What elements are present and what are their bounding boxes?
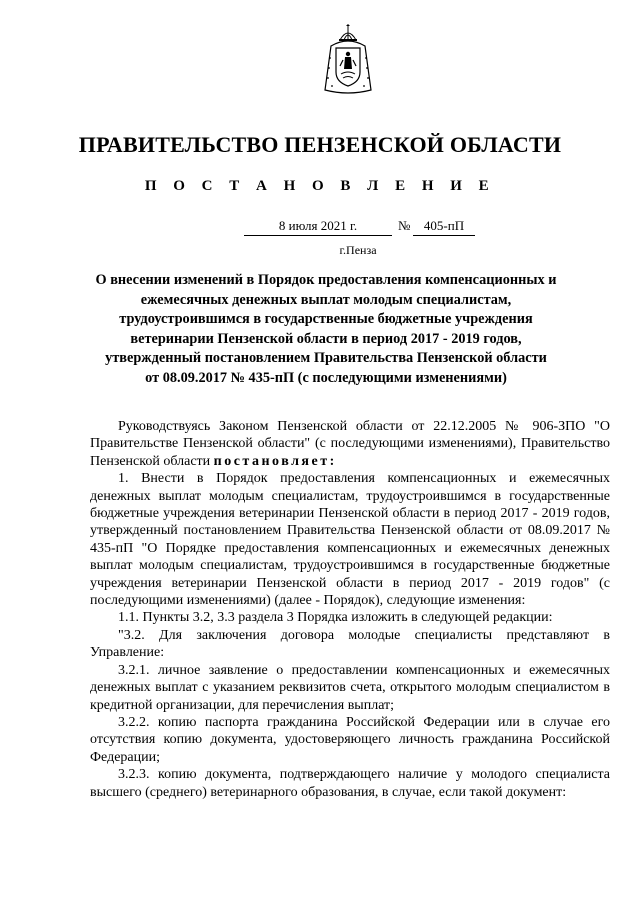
coat-of-arms-icon: [321, 24, 375, 96]
paragraph-item-1-1: 1.1. Пункты 3.2, 3.3 раздела 3 Порядка изложить в следующей редакции:: [118, 610, 553, 626]
date-number-row: [0, 218, 640, 238]
heading-line: трудоустроившимся в государственные бюджетные учреждения: [119, 311, 533, 327]
paragraph-item-3-2-3: 3.2.3. копию документа, подтверждающего наличие у молодого специалиста высшего (среднего) ветеринарного образования, в случае, если такой документ:: [90, 767, 610, 800]
heading-line: О внесении изменений в Порядок предоставления компенсационных и: [95, 272, 557, 288]
heading-line: утвержденный постановлением Правительства Пензенской области: [105, 350, 547, 366]
document-date: 8 июля 2021 г.: [244, 218, 392, 236]
decree-keyword: постановляет:: [213, 453, 337, 469]
document-heading: [88, 271, 564, 388]
heading-line: ежемесячных денежных выплат молодым специалистам,: [140, 291, 512, 308]
paragraph-item-1: 1. Внести в Порядок предоставления компенсационных и ежемесячных денежных выплат молодым специалистам, трудоустроившимся в государственные бюджетные учреждения ветеринарии Пензенской области в период 2017 - 2019 годов, утвержденный постановлением Правительства Пензенской области от 08.09.2017 № 435-пП "О Порядке предоставления компенсационных и ежемесячных денежных выплат молодым специалистам, трудоустроившимся в государственные бюджетные учреждения ветеринарии Пензенской области в период 2017 - 2019 годов" (с последующими изменениями) (далее - Порядок), следующие изменения:: [90, 471, 610, 609]
heading-line: от 08.09.2017 № 435-пП (с последующими изменениями): [145, 369, 507, 386]
preamble-text: Руководствуясь Законом Пензенской области от 22.12.2005 № 906-ЗПО "О Правительстве Пензенской области" (с последующими изменениями), Правительство Пензенской области: [90, 419, 610, 469]
paragraph-preamble: [90, 418, 610, 470]
document-number: 405-пП: [413, 218, 475, 236]
document-body: [90, 418, 610, 801]
paragraph-item-3-2: "3.2. Для заключения договора молодые специалисты представляют в Управление:: [90, 627, 610, 661]
city: г.Пенза: [339, 243, 377, 257]
number-sign: №: [398, 218, 411, 233]
paragraph-item-3-2-1: 3.2.1. личное заявление о предоставлении компенсационных и ежемесячных денежных выплат с указанием реквизитов счета, открытого молодым специалистом в кредитной организации, для перечисления выплат;: [90, 662, 610, 713]
government-title: ПРАВИТЕЛЬСТВО ПЕНЗЕНСКОЙ ОБЛАСТИ: [78, 132, 562, 157]
paragraph-item-3-2-2: 3.2.2. копию паспорта гражданина Российской Федерации или в случае его отсутствия копию документа, удостоверяющего личность гражданина Российской Федерации;: [90, 714, 610, 765]
document-type: П О С Т А Н О В Л Е Н И Е: [144, 178, 496, 194]
heading-line: ветеринарии Пензенской области в период 2017 - 2019 годов,: [130, 330, 522, 347]
